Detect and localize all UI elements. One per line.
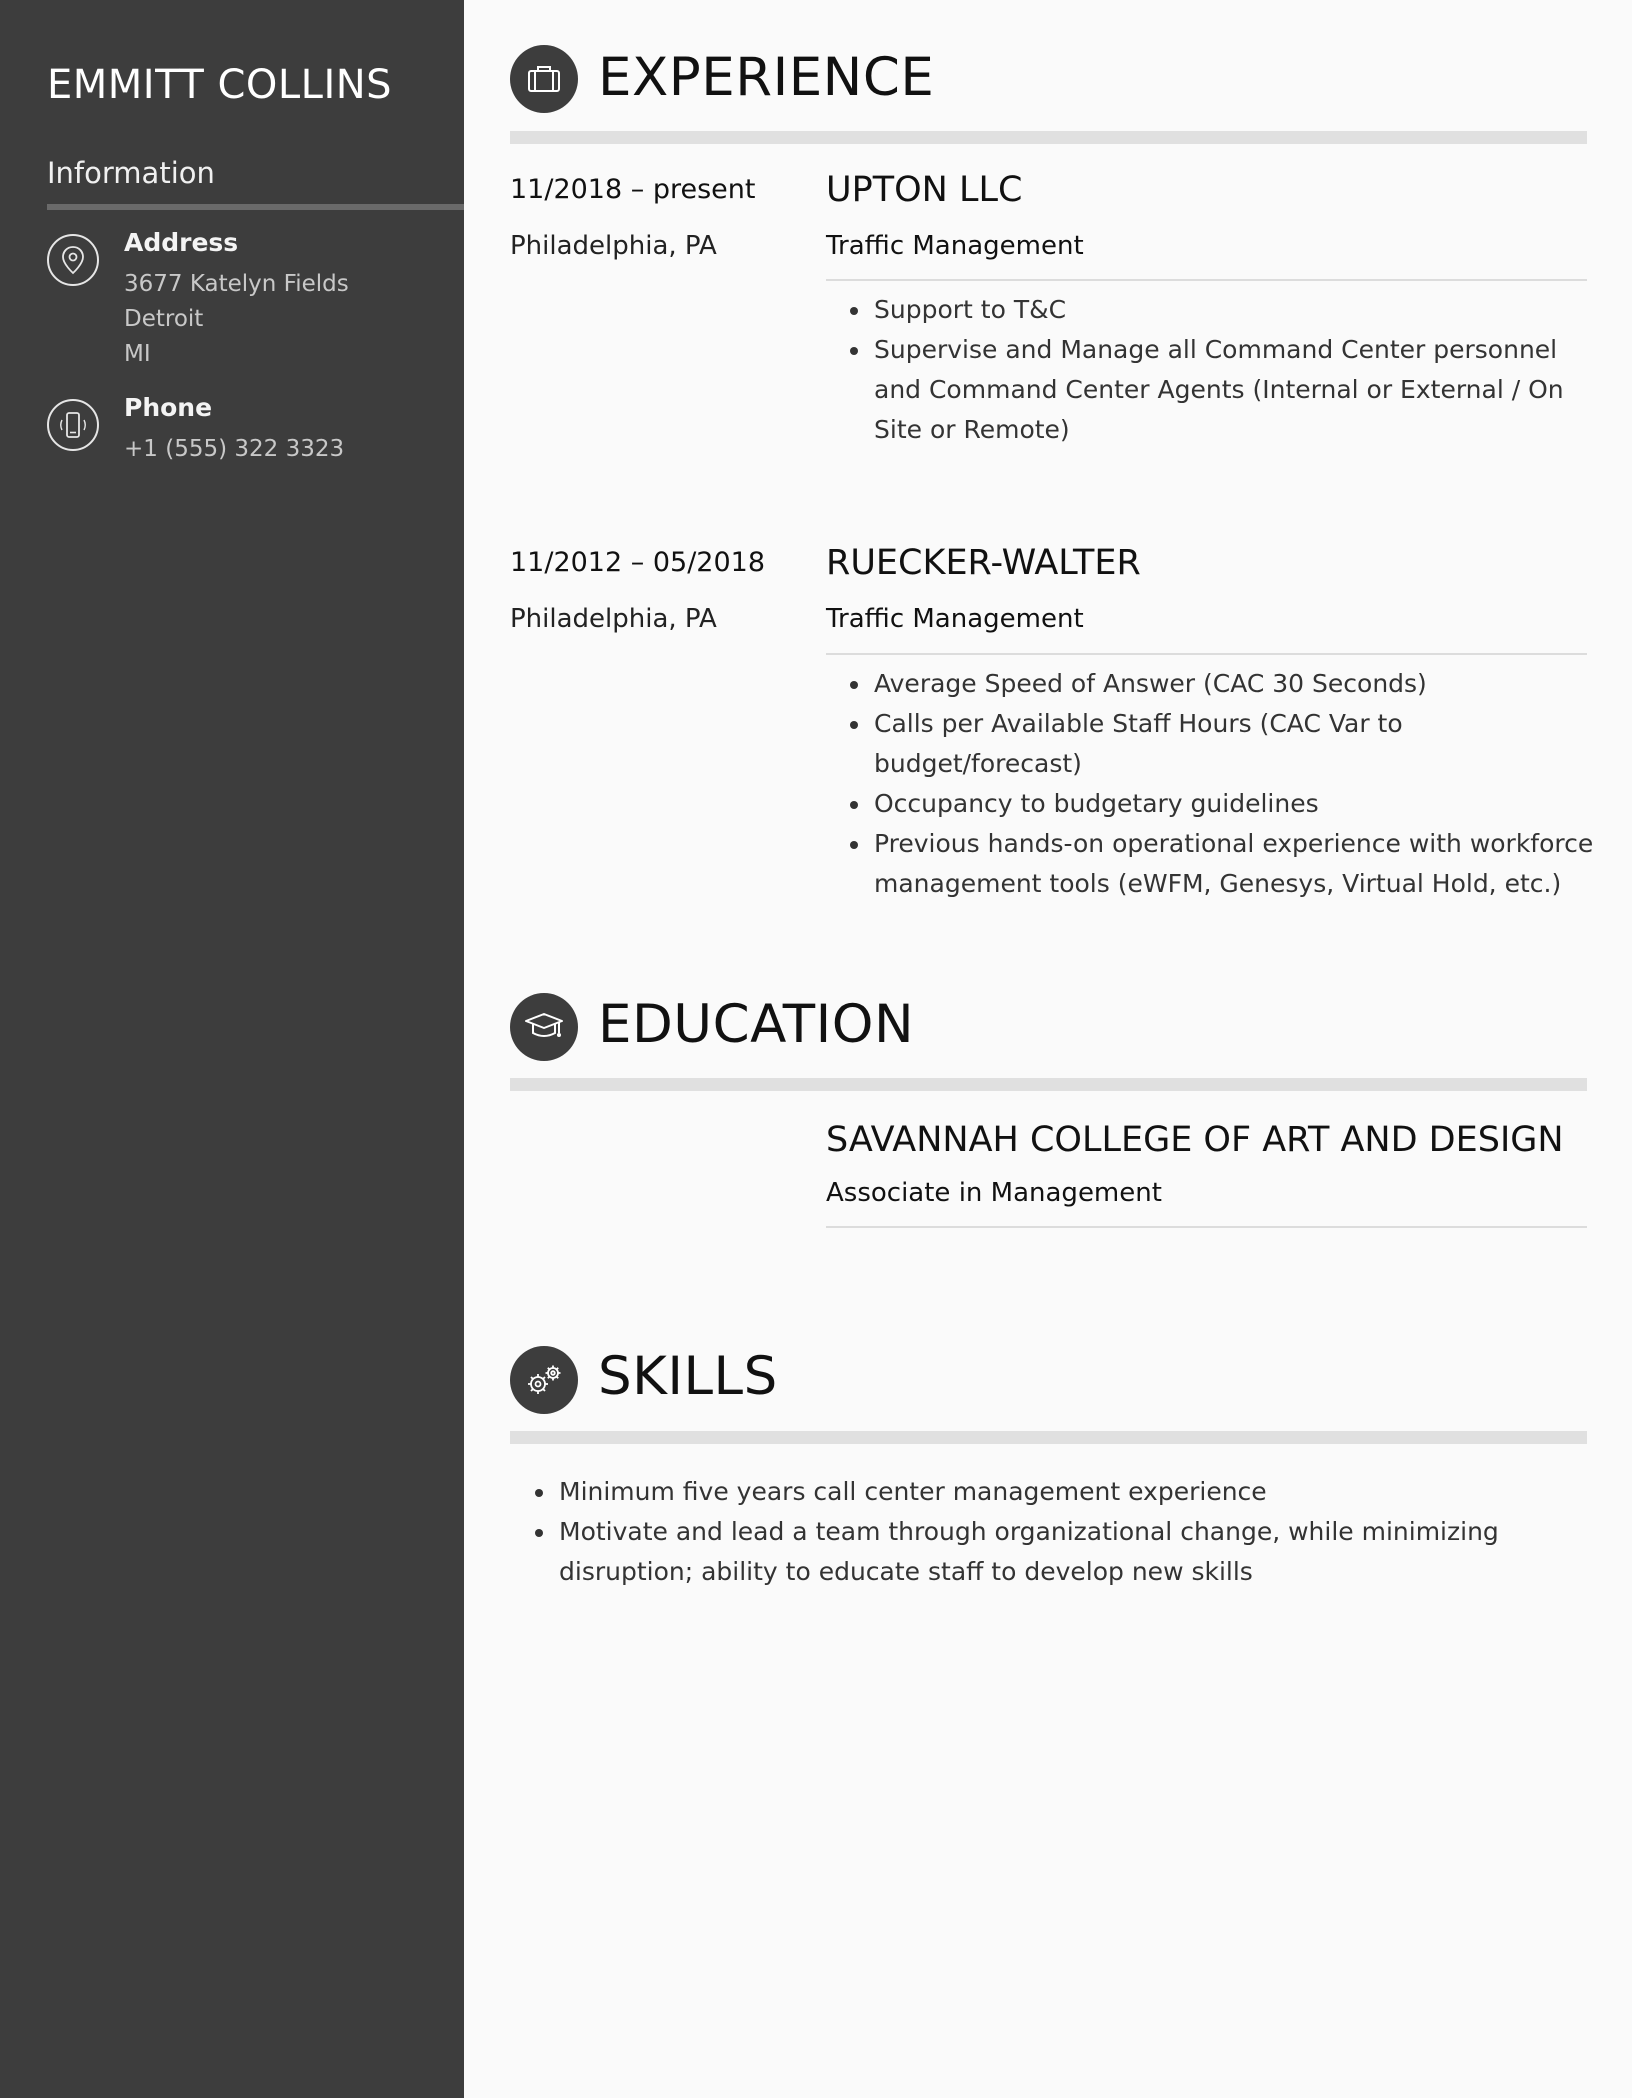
job-2-divider — [826, 653, 1587, 655]
list-item: Average Speed of Answer (CAC 30 Seconds) — [874, 664, 1594, 704]
list-item: Motivate and lead a team through organizational change, while minimizing disruption; ability to educate staff to develop new skills — [559, 1512, 1599, 1592]
information-divider — [47, 204, 464, 210]
skills-divider — [510, 1431, 1587, 1444]
job-1-bullets — [874, 290, 1594, 450]
phone-number[interactable]: +1 (555) 322 3323 — [124, 436, 345, 462]
phone-lines — [124, 432, 344, 467]
education-school: SAVANNAH COLLEGE OF ART AND DESIGN — [826, 1120, 1564, 1160]
education-heading: EDUCATION — [598, 994, 915, 1055]
job-1-position: Traffic Management — [826, 231, 1084, 261]
job-1-dates: 11/2018 – present — [510, 174, 756, 205]
job-1-location: Philadelphia, PA — [510, 231, 717, 261]
job-2-bullets — [874, 664, 1594, 904]
experience-heading: EXPERIENCE — [598, 47, 935, 108]
address-label: Address — [124, 228, 239, 257]
education-divider — [510, 1078, 1587, 1091]
address-lines — [124, 267, 349, 372]
job-1-company: UPTON LLC — [826, 170, 1023, 210]
mobile-phone-icon — [47, 399, 99, 451]
list-item: Support to T&C — [874, 290, 1594, 330]
list-item: Calls per Available Staff Hours (CAC Var to budget/forecast) — [874, 704, 1594, 784]
location-pin-icon — [47, 234, 99, 286]
list-item: Occupancy to budgetary guidelines — [874, 784, 1594, 824]
education-degree: Associate in Management — [826, 1178, 1162, 1208]
sidebar — [0, 0, 464, 2098]
information-heading: Information — [47, 156, 215, 190]
address-state: MI — [124, 341, 151, 367]
graduation-cap-icon — [510, 993, 578, 1061]
education-entry-divider — [826, 1226, 1587, 1228]
job-2-dates: 11/2012 – 05/2018 — [510, 547, 765, 578]
list-item: Previous hands-on operational experience with workforce management tools (eWFM, Genesys, Virtual Hold, etc.) — [874, 824, 1594, 904]
list-item: Supervise and Manage all Command Center personnel and Command Center Agents (Internal or External / On Site or Remote) — [874, 330, 1594, 450]
skills-list — [559, 1472, 1599, 1592]
job-2-location: Philadelphia, PA — [510, 604, 717, 634]
job-2-position: Traffic Management — [826, 604, 1084, 634]
job-1-divider — [826, 279, 1587, 281]
address-street: 3677 Katelyn Fields — [124, 271, 349, 297]
experience-divider — [510, 131, 1587, 144]
job-2-company: RUECKER-WALTER — [826, 543, 1141, 583]
address-city: Detroit — [124, 306, 204, 332]
briefcase-icon — [510, 45, 578, 113]
skills-heading: SKILLS — [598, 1346, 778, 1407]
gears-icon — [510, 1346, 578, 1414]
list-item: Minimum five years call center management experience — [559, 1472, 1599, 1512]
candidate-name: EMMITT COLLINS — [47, 62, 393, 108]
phone-label: Phone — [124, 393, 213, 422]
